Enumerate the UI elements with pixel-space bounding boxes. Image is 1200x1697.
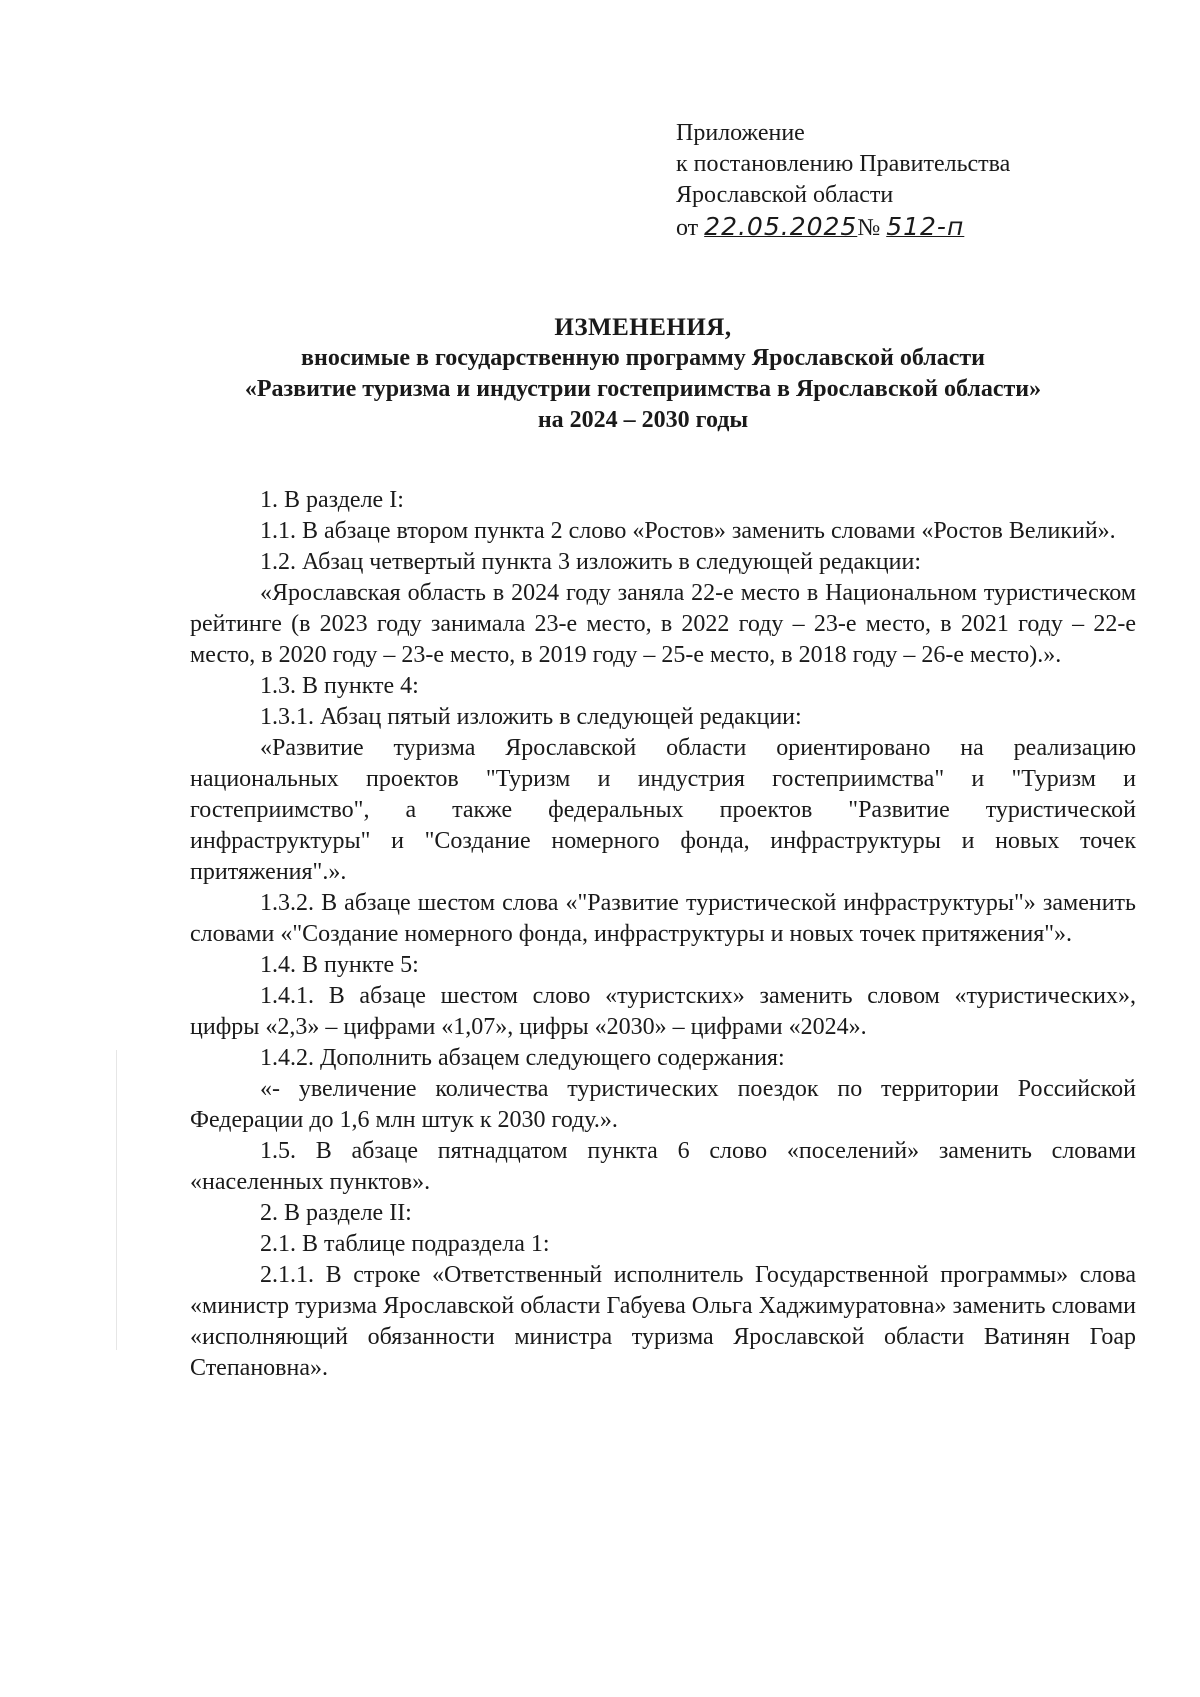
document-title xyxy=(150,312,1136,436)
paragraph: 1.3.1. Абзац пятый изложить в следующей редакции: xyxy=(260,704,802,730)
title-main: ИЗМЕНЕНИЯ, xyxy=(554,314,732,341)
approval-line-2: к постановлению Правительства xyxy=(676,151,1011,177)
paragraph: 1.4. В пункте 5: xyxy=(260,952,419,978)
approval-line-3: Ярославской области xyxy=(676,182,894,208)
number-label: № xyxy=(857,215,881,241)
scan-artifact-line xyxy=(116,1050,117,1350)
handwritten-date: 22.05.2025 xyxy=(704,212,858,241)
from-label: от xyxy=(676,215,699,241)
paragraph: 1.2. Абзац четвертый пункта 3 изложить в следующей редакции: xyxy=(260,549,921,575)
paragraph: 1.5. В абзаце пятнадцатом пункта 6 слово «поселений» заменить словами «населенных пунктов». xyxy=(190,1138,1136,1195)
paragraph: 2.1.1. В строке «Ответственный исполнитель Государственной программы» слова «министр туризма Ярославской области Габуева Ольга Хаджимуратовна» заменить словами «исполняющий обязанности министра туризма Ярославской области Ватинян Гоар Степановна». xyxy=(190,1262,1136,1381)
title-line-3: «Развитие туризма и индустрии гостеприимства в Ярославской области» xyxy=(244,376,1042,402)
paragraph: 1.4.2. Дополнить абзацем следующего содержания: xyxy=(260,1045,785,1071)
paragraph: 1. В разделе I: xyxy=(260,487,404,513)
paragraph: «- увеличение количества туристических поездок по территории Российской Федерации до 1,6 млн штук к 2030 году.». xyxy=(190,1076,1136,1133)
title-line-4: на 2024 – 2030 годы xyxy=(537,407,749,433)
approval-line-4 xyxy=(676,211,1146,244)
document-body xyxy=(190,485,1136,1384)
paragraph: 2. В разделе II: xyxy=(260,1200,412,1226)
paragraph: 1.1. В абзаце втором пункта 2 слово «Ростов» заменить словами «Ростов Великий». xyxy=(260,518,1116,544)
paragraph: «Развитие туризма Ярославской области ориентировано на реализацию национальных проектов "Туризм и индустрия гостеприимства" и "Туризм и гостеприимство", а также федеральных проектов "Развитие туристической инфраструктуры" и "Создание номерного фонда, инфраструктуры и новых точек притяжения".». xyxy=(190,735,1136,885)
paragraph: 1.3.2. В абзаце шестом слова «"Развитие туристической инфраструктуры"» заменить словами «"Создание номерного фонда, инфраструктуры и новых точек притяжения"». xyxy=(190,890,1136,947)
approval-line-1: Приложение xyxy=(676,120,805,146)
handwritten-number: 512-п xyxy=(886,212,965,241)
paragraph: 1.3. В пункте 4: xyxy=(260,673,419,699)
approval-stamp xyxy=(676,118,1146,244)
paragraph: «Ярославская область в 2024 году заняла 22-е место в Национальном туристическом рейтинге (в 2023 году занимала 23-е место, в 2022 году – 23-е место, в 2021 году – 22-е место, в 2020 году – 23-е место, в 2019 году – 25-е место, в 2018 году – 26-е место).». xyxy=(190,580,1136,668)
title-line-2: вносимые в государственную программу Ярославской области xyxy=(301,345,985,371)
paragraph: 1.4.1. В абзаце шестом слово «туристских» заменить словом «туристических», цифры «2,3» – цифрами «1,07», цифры «2030» – цифрами «2024». xyxy=(190,983,1136,1040)
paragraph: 2.1. В таблице подраздела 1: xyxy=(260,1231,550,1257)
